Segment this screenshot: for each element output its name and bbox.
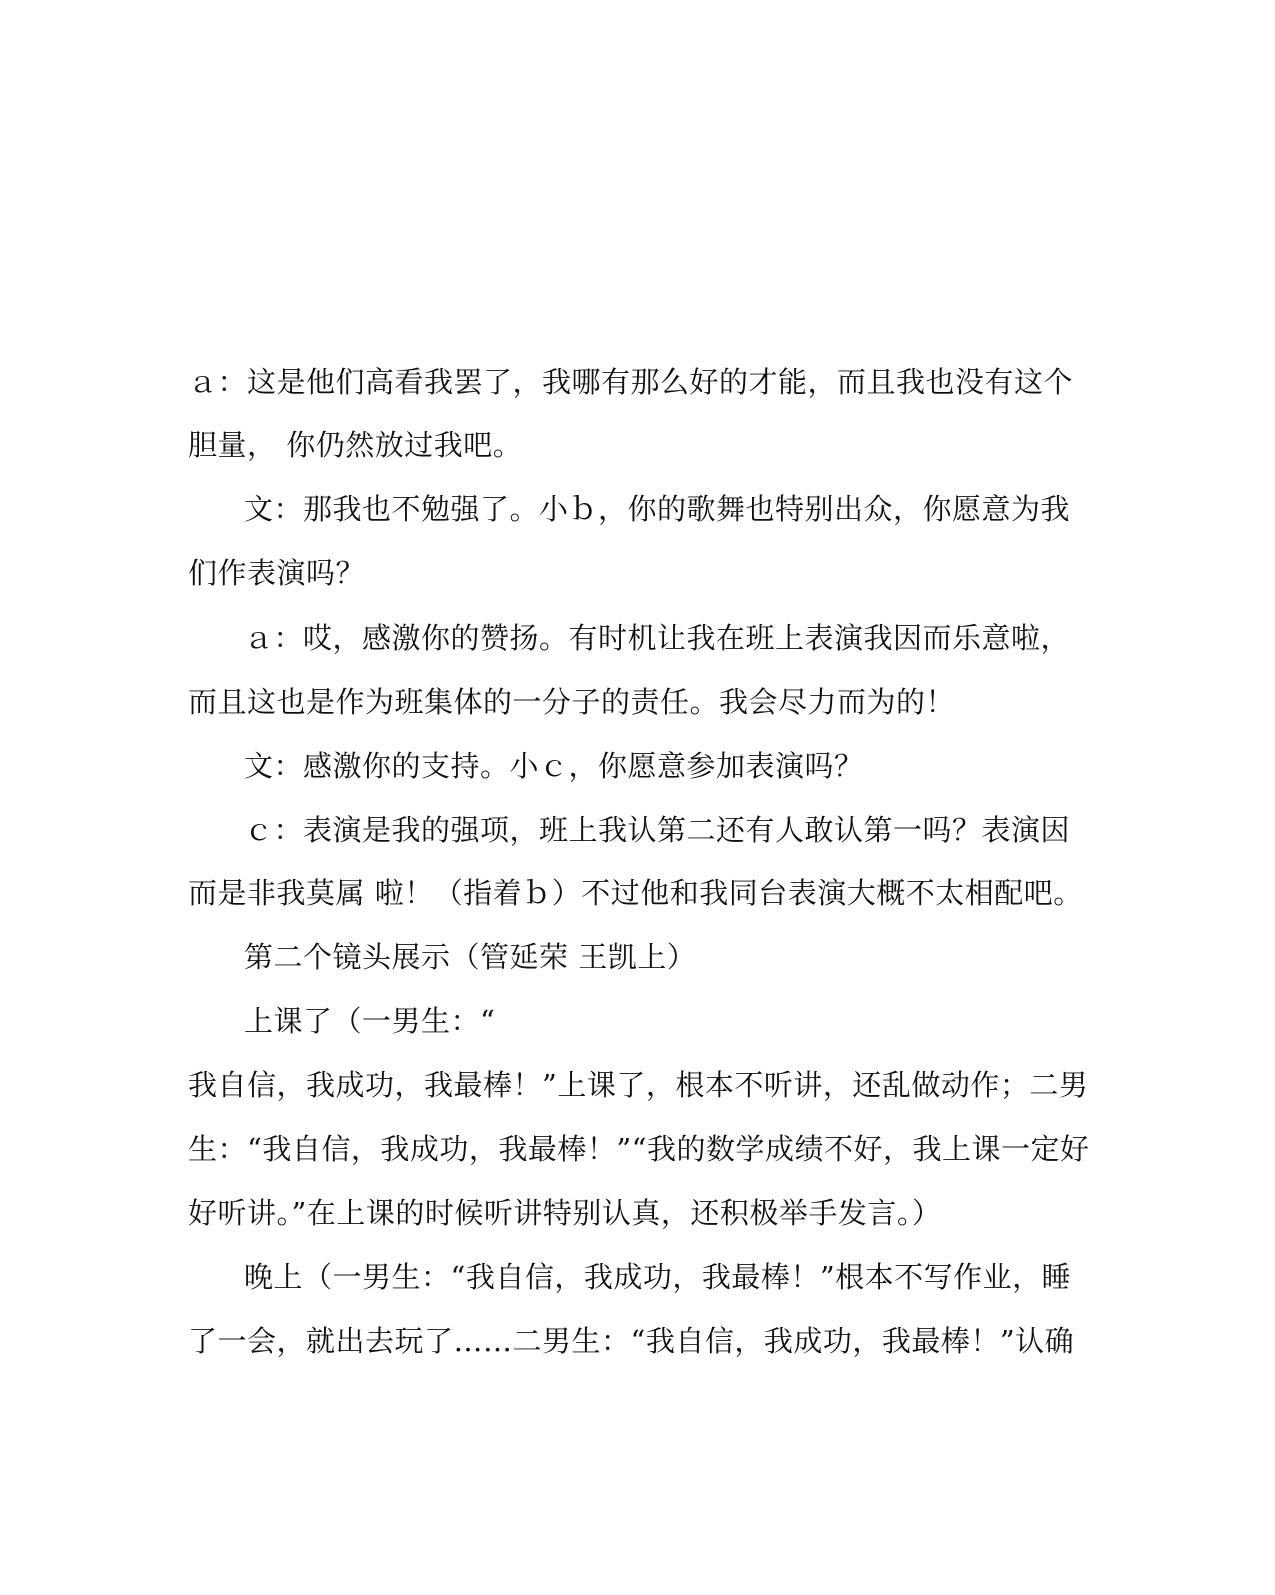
text-line-5: ａ：哎，感激你的赞扬。有时机让我在班上表演我因而乐意啦， [244, 621, 1071, 655]
text-line-9: 而是非我莫属 啦！（指着ｂ）不过他和我同台表演大概不太相配吧。 [188, 876, 1083, 910]
text-line-1: ａ：这是他们高看我罢了，我哪有那么好的才能，而且我也没有这个 [188, 365, 1074, 399]
text-line-15: 晚上（一男生：“我自信，我成功，我最棒！”根本不写作业，睡 [244, 1260, 1072, 1294]
text-line-6: 而且这也是作为班集体的一分子的责任。我会尽力而为的！ [188, 685, 956, 719]
text-line-8: ｃ：表演是我的强项，班上我认第二还有人敢认第一吗？表演因 [244, 813, 1071, 847]
text-line-3: 文：那我也不勉强了。小ｂ，你的歌舞也特别出众，你愿意为我 [244, 492, 1071, 526]
text-line-10: 第二个镜头展示（管延荣 王凯上） [244, 940, 697, 974]
text-line-14: 好听讲。”在上课的时候听讲特别认真，还积极举手发言。） [188, 1196, 942, 1230]
text-line-13: 生：“我自信，我成功，我最棒！”“我的数学成绩不好，我上课一定好 [188, 1132, 1090, 1166]
text-line-2: 胆量， 你仍然放过我吧。 [188, 428, 523, 462]
text-line-12: 我自信，我成功，我最棒！”上课了，根本不听讲，还乱做动作；二男 [188, 1068, 1089, 1102]
text-line-7: 文：感激你的支持。小ｃ，你愿意参加表演吗？ [244, 749, 864, 783]
text-line-11: 上课了（一男生：“ [244, 1004, 496, 1038]
text-line-16: 了一会，就出去玩了……二男生：“我自信，我成功，我最棒！”认确 [188, 1324, 1075, 1358]
text-line-4: 们作表演吗？ [188, 556, 366, 590]
